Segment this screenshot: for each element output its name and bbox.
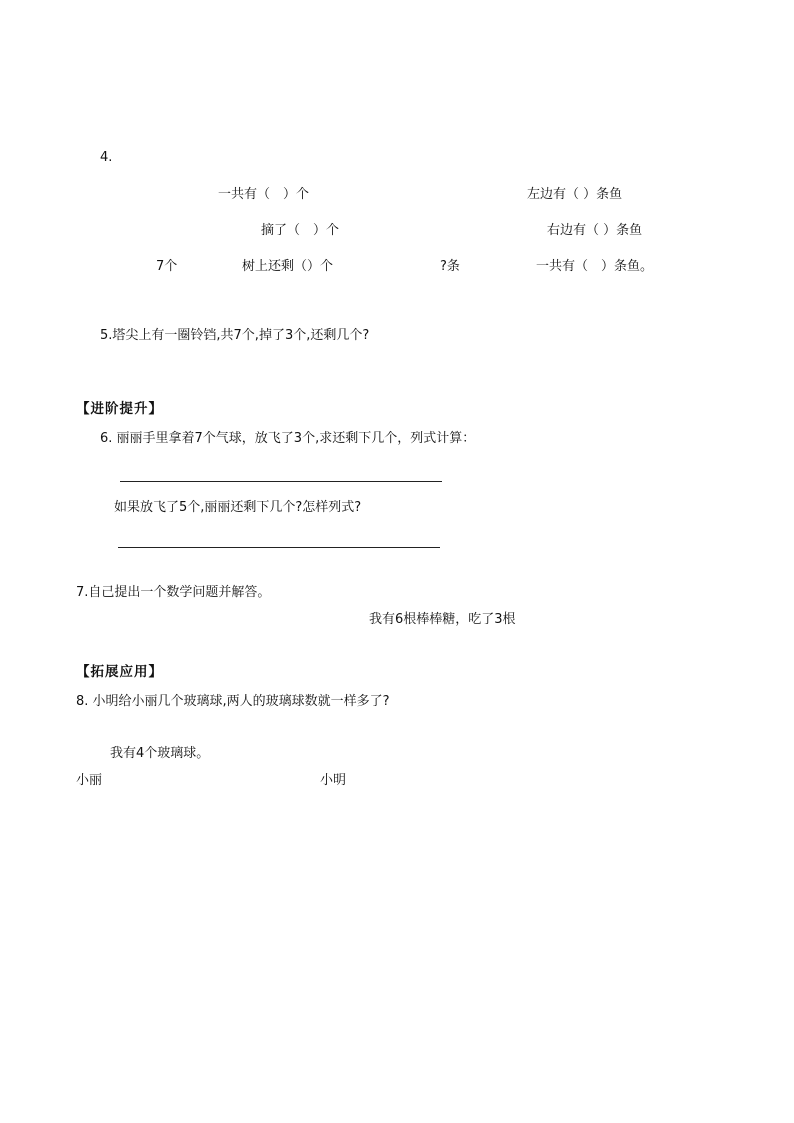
section-extended-title: 【拓展应用】	[76, 664, 163, 680]
q6-followup: 如果放飞了5个,丽丽还剩下几个?怎样列式?	[114, 500, 362, 515]
q6-answer-line-2[interactable]	[118, 547, 440, 548]
q4-apple-picked: 摘了（ ）个	[261, 223, 340, 238]
q8-name-left: 小丽	[76, 773, 103, 788]
section-advanced-title: 【进阶提升】	[76, 401, 163, 417]
q4-apple-total: 一共有（ ）个	[218, 187, 310, 202]
q6-answer-line-1[interactable]	[120, 481, 442, 482]
q8-name-right: 小明	[320, 773, 347, 788]
q4-fish-total: 一共有（ ）条鱼。	[536, 259, 654, 274]
q6-text: 6. 丽丽手里拿着7个气球，放飞了3个,求还剩下几个，列式计算：	[100, 431, 476, 446]
q4-fish-unknown: ?条	[440, 259, 460, 274]
q4-fish-left: 左边有（ ）条鱼	[527, 187, 623, 202]
q8-text: 8. 小明给小丽几个玻璃球,两人的玻璃球数就一样多了?	[76, 694, 390, 709]
q7-speech: 我有6根棒棒糖，吃了3根	[369, 612, 516, 627]
q8-speech: 我有4个玻璃球。	[110, 746, 210, 761]
q4-apple-left: 树上还剩（）个	[242, 259, 334, 274]
q4-apple-count: 7个	[156, 259, 178, 274]
q4-fish-right: 右边有（ ）条鱼	[547, 223, 643, 238]
q7-text: 7.自己提出一个数学问题并解答。	[76, 585, 271, 600]
q5-text: 5.塔尖上有一圈铃铛,共7个,掉了3个,还剩几个?	[100, 328, 370, 343]
q4-number: 4.	[100, 150, 113, 165]
